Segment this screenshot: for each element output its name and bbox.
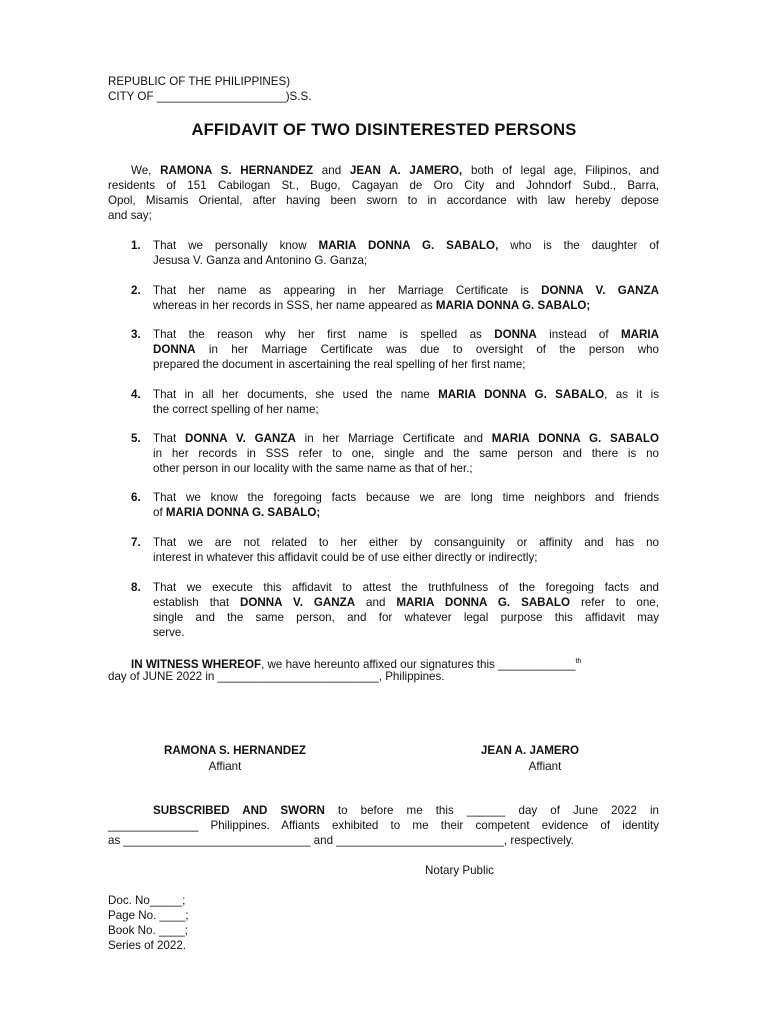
affiant-left-role: Affiant (208, 760, 242, 773)
item-line: That we personally know MARIA DONNA G. SABALO, who is the daughter of (153, 239, 659, 252)
item-number: 3. (131, 328, 141, 341)
item-line: That we execute this affidavit to attest the truthfulness of the foregoing facts and (153, 581, 659, 594)
item-line: prepared the document in ascertaining the real spelling of her first name; (153, 358, 526, 371)
item-line: That in all her documents, she used the name MARIA DONNA G. SABALO, as it is (153, 388, 659, 401)
item-line: of MARIA DONNA G. SABALO; (153, 506, 321, 519)
series-year: Series of 2022. (108, 939, 186, 952)
intro-line: residents of 151 Cabilogan St., Bugo, Cagayan de Oro City and Johndorf Subd., Barra, (108, 179, 659, 192)
item-line: other person in our locality with the same name as that of her.; (153, 462, 473, 475)
document-title: AFFIDAVIT OF TWO DISINTERESTED PERSONS (191, 121, 577, 139)
intro-line: We, RAMONA S. HERNANDEZ and JEAN A. JAMERO, both of legal age, Filipinos, and (131, 164, 660, 177)
jurisdiction-line: REPUBLIC OF THE PHILIPPINES) (108, 75, 291, 88)
intro-line: Opol, Misamis Oriental, after having been sworn to in accordance with law hereby depose (108, 194, 659, 207)
item-number: 4. (131, 388, 141, 401)
item-line: DONNA in her Marriage Certificate was due to oversight of the person who (153, 343, 659, 356)
affiant-left-name: RAMONA S. HERNANDEZ (164, 744, 306, 757)
item-line: single and the same person, and for whatever legal purpose this affidavit may (153, 611, 659, 624)
affiant-right-role: Affiant (528, 760, 562, 773)
witness-line: IN WITNESS WHEREOF, we have hereunto affixed our signatures this ____________$^{th}$ (131, 657, 582, 671)
page-number: Page No. ____; (108, 909, 189, 922)
item-line: establish that DONNA V. GANZA and MARIA DONNA G. SABALO refer to one, (153, 596, 659, 609)
item-number: 7. (131, 536, 141, 549)
jurat-line: as _____________________________ and __________________________, respectively. (108, 834, 574, 847)
city-line: CITY OF ____________________)S.S. (108, 90, 312, 103)
ordinal-suffix: th (575, 658, 582, 665)
item-line: That DONNA V. GANZA in her Marriage Certificate and MARIA DONNA G. SABALO (153, 432, 660, 445)
item-line: That her name as appearing in her Marriage Certificate is DONNA V. GANZA (153, 284, 659, 297)
item-line: That the reason why her first name is spelled as DONNA instead of MARIA (153, 328, 660, 341)
jurat-line: ______________ Philippines. Affiants exhibited to me their competent evidence of identity (108, 819, 659, 832)
affiant-right-name: JEAN A. JAMERO (480, 744, 580, 757)
item-number: 1. (131, 239, 141, 252)
jurat-line: SUBSCRIBED AND SWORN to before me this ______ day of June 2022 in (153, 804, 659, 817)
item-line: interest in whatever this affidavit could be of use either directly or indirectly; (153, 551, 538, 564)
witness-line: day of JUNE 2022 in _________________________, Philippines. (108, 670, 445, 683)
doc-number: Doc. No_____; (108, 894, 186, 907)
item-number: 2. (131, 284, 141, 297)
item-line: That we are not related to her either by consanguinity or affinity and has no (153, 536, 659, 549)
item-number: 5. (131, 432, 141, 445)
item-line: serve. (153, 626, 185, 639)
item-line: in her records in SSS refer to one, single and the same person and there is no (153, 447, 659, 460)
item-line: That we know the foregoing facts because we are long time neighbors and friends (153, 491, 659, 504)
item-number: 6. (131, 491, 141, 504)
item-line: whereas in her records in SSS, her name appeared as MARIA DONNA G. SABALO; (153, 299, 591, 312)
item-number: 8. (131, 581, 141, 594)
intro-line: and say; (108, 209, 152, 222)
book-number: Book No. ____; (108, 924, 188, 937)
notary-public-label: Notary Public (425, 864, 494, 877)
item-line: Jesusa V. Ganza and Antonino G. Ganza; (153, 254, 368, 267)
item-line: the correct spelling of her name; (153, 403, 319, 416)
